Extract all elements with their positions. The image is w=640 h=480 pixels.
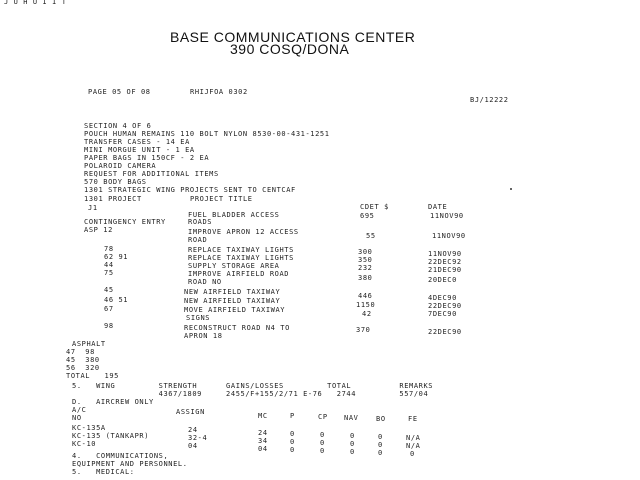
page-title: BASE COMMUNICATIONS CENTER — [170, 29, 416, 45]
table-cell: ROADS — [188, 218, 213, 226]
table-cell: N/A — [406, 442, 421, 450]
table-cell: ASP 12 — [84, 226, 113, 234]
speck — [510, 188, 512, 190]
table-cell: 7DEC90 — [428, 310, 457, 318]
wing-strength-line: 5. WING STRENGTH GAINS/LOSSES TOTAL REMARKS — [72, 382, 434, 390]
asphalt-row: 45 380 — [66, 356, 100, 364]
table-cell: IMPROVE AIRFIELD ROAD — [188, 270, 290, 278]
table-cell: 45 — [104, 286, 114, 294]
table-cell: 24 — [258, 429, 268, 437]
table-cell: APRON 18 — [184, 332, 223, 340]
table-cell: 0 — [290, 438, 295, 446]
aircraft-header-cp: CP — [318, 413, 328, 421]
asphalt-label: ASPHALT — [72, 340, 106, 348]
corner-header-text: J U H U I I T — [4, 0, 67, 6]
projects-header-col4: DATE — [428, 203, 448, 211]
table-cell: 695 — [360, 212, 375, 220]
asphalt-row: 56 320 — [66, 364, 100, 372]
message-dtg: RHIJFOA 0302 — [190, 88, 248, 96]
table-cell: 32-4 — [188, 434, 208, 442]
table-cell: 0 — [410, 450, 415, 458]
table-cell: 67 — [104, 305, 114, 313]
table-cell: RECONSTRUCT ROAD N4 TO — [184, 324, 290, 332]
table-cell: 4DEC90 — [428, 294, 457, 302]
projects-header-col1: 1301 PROJECT — [84, 195, 142, 203]
table-cell: 04 — [258, 445, 268, 453]
table-cell: 1150 — [356, 301, 376, 309]
page-number: PAGE 05 OF 08 — [88, 88, 151, 96]
asphalt-total: TOTAL 195 — [66, 372, 119, 380]
table-cell: 11NOV90 — [430, 212, 464, 220]
aircraft-subheader: NO — [72, 414, 82, 422]
table-cell: 22DEC90 — [428, 328, 462, 336]
table-cell: FUEL BLADDER ACCESS — [188, 211, 280, 219]
table-cell: 300 — [358, 248, 373, 256]
table-cell: 55 — [366, 232, 376, 240]
table-cell: 24 — [188, 426, 198, 434]
table-cell: MOVE AIRFIELD TAXIWAY — [184, 306, 286, 314]
text-line: PAPER BAGS IN 150CF - 2 EA — [84, 154, 210, 162]
table-cell: 0 — [350, 448, 355, 456]
table-cell: 20DEC0 — [428, 276, 457, 284]
table-cell: 380 — [358, 274, 373, 282]
table-cell: 04 — [188, 442, 198, 450]
aircraft-header-p: P — [290, 412, 295, 420]
section-line: 5. MEDICAL: — [72, 468, 135, 476]
table-cell: 0 — [378, 449, 383, 457]
section-line: 4. COMMUNICATIONS, — [72, 452, 169, 460]
table-cell: 0 — [350, 432, 355, 440]
aircraft-header-bo: BO — [376, 415, 386, 423]
table-cell: 446 — [358, 292, 373, 300]
aircraft-header-fe: FE — [408, 415, 418, 423]
text-line: REQUEST FOR ADDITIONAL ITEMS — [84, 170, 219, 178]
asphalt-row: 47 98 — [66, 348, 95, 356]
table-cell: KC-135 (TANKAPR) — [72, 432, 150, 440]
aircrew-heading: D. AIRCREW ONLY — [72, 398, 154, 406]
table-cell: ROAD NO — [188, 278, 222, 286]
page-subtitle: 390 COSQ/DONA — [230, 41, 350, 57]
section-line: EQUIPMENT AND PERSONNEL. — [72, 460, 188, 468]
table-cell: 44 — [104, 261, 114, 269]
table-cell: 11NOV90 — [428, 250, 462, 258]
table-cell: 22DEC90 — [428, 302, 462, 310]
table-cell: 232 — [358, 264, 373, 272]
text-line: 570 BODY BAGS — [84, 178, 147, 186]
aircraft-header-mc: MC — [258, 412, 268, 420]
table-cell: 350 — [358, 256, 373, 264]
table-cell: CONTINGENCY ENTRY — [84, 218, 166, 226]
table-cell: 0 — [378, 433, 383, 441]
table-cell: KC-10 — [72, 440, 97, 448]
table-cell: 46 51 — [104, 296, 129, 304]
table-cell: 0 — [290, 430, 295, 438]
message-reference: BJ/12222 — [470, 96, 509, 104]
aircraft-header-ac: A/C — [72, 406, 87, 414]
table-cell: ROAD — [188, 236, 208, 244]
projects-header-col3: CDET $ — [360, 203, 389, 211]
table-cell: J1 — [88, 204, 98, 212]
table-cell: 0 — [290, 446, 295, 454]
table-cell: 78 — [104, 245, 114, 253]
table-cell: 0 — [378, 441, 383, 449]
wing-strength-values: 4367/1809 2455/F+155/2/71 E-76 2744 557/04 — [72, 390, 429, 398]
table-cell: REPLACE TAXIWAY LIGHTS — [188, 254, 294, 262]
table-cell: 0 — [320, 447, 325, 455]
table-cell: 11NOV90 — [432, 232, 466, 240]
table-cell: 98 — [104, 322, 114, 330]
table-cell: 21DEC90 — [428, 266, 462, 274]
section-line: SECTION 4 OF 6 — [84, 122, 152, 130]
text-line: POLAROID CAMERA — [84, 162, 157, 170]
table-cell: 75 — [104, 269, 114, 277]
text-line: MINI MORGUE UNIT - 1 EA — [84, 146, 195, 154]
table-cell: NEW AIRFIELD TAXIWAY — [184, 288, 281, 296]
table-cell: 0 — [320, 439, 325, 447]
aircraft-header-assign: ASSIGN — [176, 408, 205, 416]
table-cell: 42 — [362, 310, 372, 318]
table-cell: N/A — [406, 434, 421, 442]
table-cell: NEW AIRFIELD TAXIWAY — [184, 297, 281, 305]
table-cell: KC-135A — [72, 424, 106, 432]
table-cell: 0 — [350, 440, 355, 448]
text-line: POUCH HUMAN REMAINS 110 BOLT NYLON 8530-00-431-1251 — [84, 130, 330, 138]
text-line: 1301 STRATEGIC WING PROJECTS SENT TO CENTCAF — [84, 186, 296, 194]
projects-header-col2: PROJECT TITLE — [190, 195, 253, 203]
table-cell: REPLACE TAXIWAY LIGHTS — [188, 246, 294, 254]
table-cell: 22DEC92 — [428, 258, 462, 266]
table-cell: SUPPLY STORAGE AREA — [188, 262, 280, 270]
aircraft-header-nav: NAV — [344, 414, 359, 422]
table-cell: 62 91 — [104, 253, 129, 261]
table-cell: SIGNS — [186, 314, 211, 322]
text-line: TRANSFER CASES - 14 EA — [84, 138, 190, 146]
table-cell: IMPROVE APRON 12 ACCESS — [188, 228, 299, 236]
table-cell: 0 — [320, 431, 325, 439]
table-cell: 34 — [258, 437, 268, 445]
table-cell: 370 — [356, 326, 371, 334]
